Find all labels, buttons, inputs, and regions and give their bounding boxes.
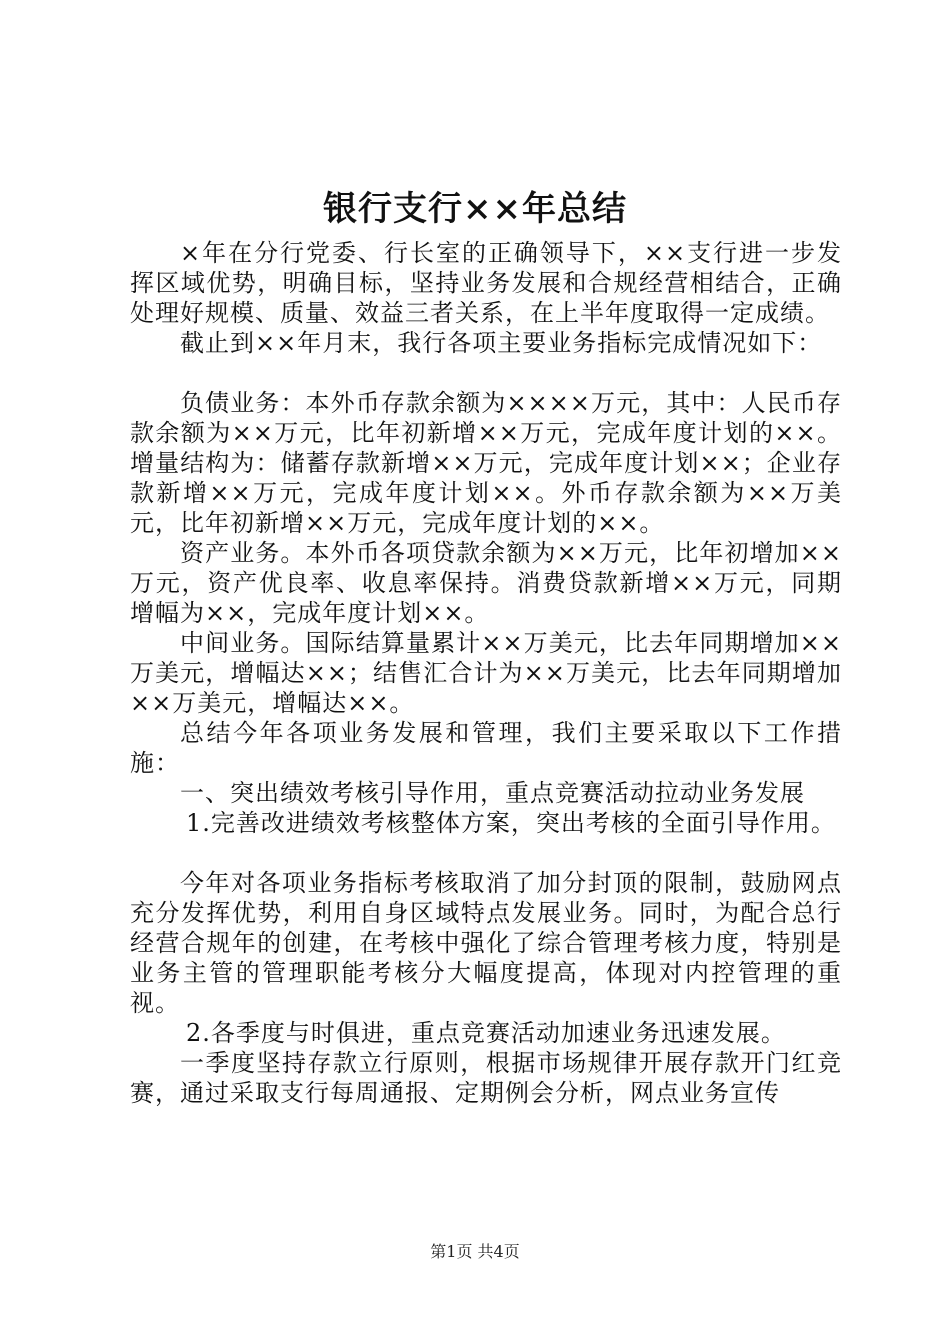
subheading-1-1: 1.完善改进绩效考核整体方案，突出考核的全面引导作用。 bbox=[186, 809, 836, 837]
subheading-1-2: 2.各季度与时俱进，重点竞赛活动加速业务迅速发展。 bbox=[186, 1019, 786, 1047]
paragraph-intermediate-business: 中间业务。国际结算量累计××万美元，比去年同期增加××万美元，增幅达××；结售汇合计为××万美元，比去年同期增加××万美元，增幅达××。 bbox=[130, 629, 842, 717]
document-body bbox=[130, 238, 842, 1108]
paragraph-measures-lead: 总结今年各项业务发展和管理，我们主要采取以下工作措施： bbox=[130, 719, 842, 777]
paragraph-intro: ×年在分行党委、行长室的正确领导下，××支行进一步发挥区域优势，明确目标，坚持业务发展和合规经营相结合，正确处理好规模、质量、效益三者关系，在上半年度取得一定成绩。 bbox=[130, 239, 842, 327]
paragraph-asset-business: 资产业务。本外币各项贷款余额为××万元，比年初增加××万元，资产优良率、收息率保持。消费贷款新增××万元，同期增幅为××，完成年度计划××。 bbox=[130, 539, 842, 627]
document-title: 银行支行××年总结 bbox=[323, 189, 627, 229]
paragraph-indicators-lead: 截止到××年月末，我行各项主要业务指标完成情况如下： bbox=[180, 329, 823, 357]
page-footer: 第1页 共4页 bbox=[430, 1242, 520, 1261]
paragraph-assessment: 今年对各项业务指标考核取消了加分封顶的限制，鼓励网点充分发挥优势，利用自身区域特点发展业务。同时，为配合总行经营合规年的创建，在考核中强化了综合管理考核力度，特别是业务主管的管理职能考核分大幅度提高，体现对内控管理的重视。 bbox=[130, 869, 842, 1017]
paragraph-first-quarter: 一季度坚持存款立行原则，根据市场规律开展存款开门红竞赛，通过采取支行每周通报、定期例会分析，网点业务宣传 bbox=[130, 1049, 842, 1107]
paragraph-liability-business: 负债业务：本外币存款余额为××××万元，其中：人民币存款余额为××万元，比年初新增××万元，完成年度计划的××。增量结构为：储蓄存款新增××万元，完成年度计划××；企业存款新增××万元，完成年度计划××。外币存款余额为××万美元，比年初新增××万元，完成年度计划的××。 bbox=[130, 389, 842, 537]
section-heading-1: 一、突出绩效考核引导作用，重点竞赛活动拉动业务发展 bbox=[180, 779, 805, 807]
